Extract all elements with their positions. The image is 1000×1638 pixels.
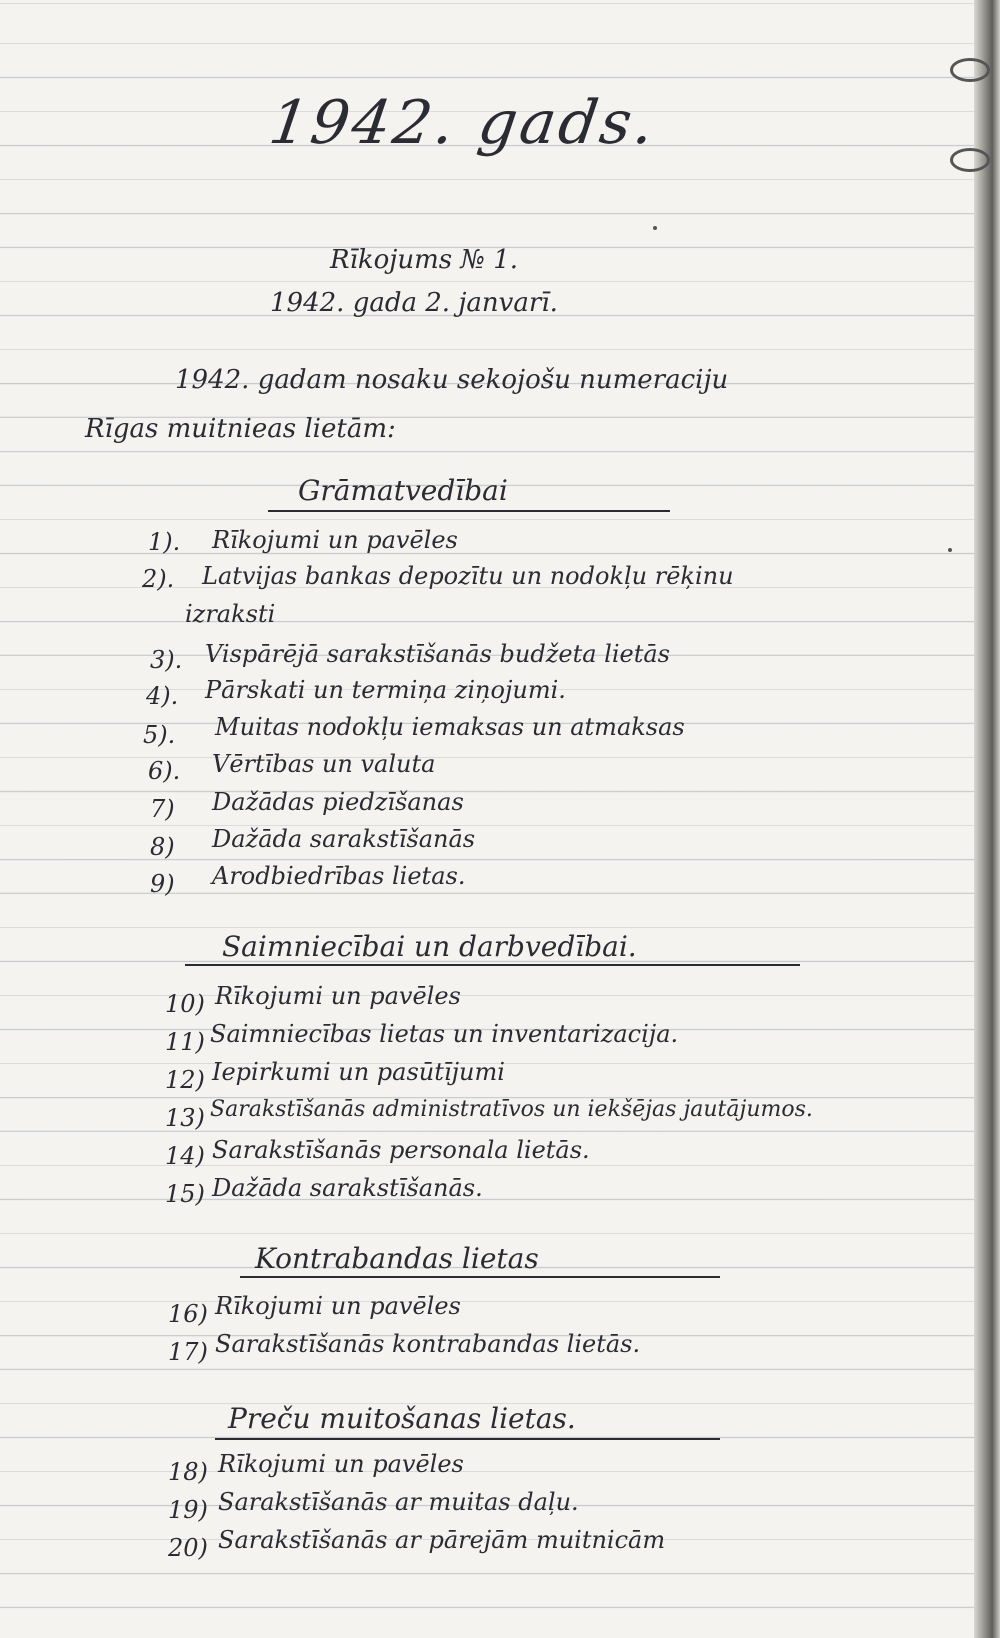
list-item: Sarakstīšanās ar pārejām muitnicām — [218, 1526, 666, 1554]
ink-dot — [948, 548, 952, 552]
order-date: 1942. gada 2. janvarī. — [270, 288, 558, 318]
heading-underline — [240, 1276, 720, 1278]
item-number: 13) — [165, 1104, 205, 1132]
item-number: 10) — [165, 990, 205, 1018]
list-item: Dažādas piedzīšanas — [212, 788, 464, 816]
list-item: Vispārējā sarakstīšanās budžeta lietās — [205, 640, 670, 668]
section-heading: Saimniecībai un darbvedībai. — [222, 930, 637, 963]
list-item: Latvijas bankas depozītu un nodokļu rēķinu — [202, 562, 734, 590]
order-number: Rīkojums № 1. — [330, 245, 519, 275]
list-item: Pārskati un termiņa ziņojumi. — [205, 676, 566, 704]
binding-ring — [950, 58, 990, 82]
list-item: Muitas nodokļu iemaksas un atmaksas — [215, 713, 685, 741]
item-number: 20) — [168, 1534, 208, 1562]
list-item: Sarakstīšanās ar muitas daļu. — [218, 1488, 579, 1516]
intro-line-2: Rīgas muitnieas lietām: — [85, 414, 396, 444]
item-number: 16) — [168, 1300, 208, 1328]
binding-ring — [950, 148, 990, 172]
item-number: 12) — [165, 1066, 205, 1094]
heading-underline — [185, 964, 800, 966]
item-number: 19) — [168, 1496, 208, 1524]
list-item: Sarakstīšanās administratīvos un iekšējas jautājumos. — [210, 1097, 813, 1122]
item-number: 7) — [150, 795, 175, 823]
item-number: 11) — [165, 1028, 205, 1056]
section-heading: Grāmatvedībai — [298, 474, 508, 507]
list-item: Vērtības un valuta — [212, 750, 436, 778]
list-item: Rīkojumi un pavēles — [212, 526, 458, 554]
list-item-continuation: izraksti — [185, 600, 276, 628]
item-number: 4). — [146, 682, 179, 710]
list-item: Iepirkumi un pasūtījumi — [212, 1058, 505, 1086]
page-title: 1942. gads. — [265, 88, 662, 158]
item-number: 1). — [148, 528, 181, 556]
list-item: Sarakstīšanās kontrabandas lietās. — [215, 1330, 641, 1358]
item-number: 3). — [150, 646, 183, 674]
list-item: Saimniecības lietas un inventarizacija. — [210, 1020, 679, 1048]
item-number: 17) — [168, 1338, 208, 1366]
list-item: Arodbiedrības lietas. — [212, 862, 466, 890]
section-heading: Preču muitošanas lietas. — [228, 1402, 576, 1435]
item-number: 2). — [142, 565, 175, 593]
intro-line-1: 1942. gadam nosaku sekojošu numeraciju — [175, 365, 729, 395]
notebook-binding — [974, 0, 1000, 1638]
item-number: 14) — [165, 1142, 205, 1170]
list-item: Rīkojumi un pavēles — [215, 982, 461, 1010]
heading-underline — [215, 1438, 720, 1440]
list-item: Rīkojumi un pavēles — [218, 1450, 464, 1478]
ink-dot — [653, 226, 657, 230]
item-number: 6). — [148, 757, 181, 785]
list-item: Sarakstīšanās personala lietās. — [212, 1136, 590, 1164]
heading-underline — [268, 510, 670, 512]
item-number: 9) — [150, 870, 175, 898]
item-number: 8) — [150, 833, 175, 861]
list-item: Dažāda sarakstīšanās — [212, 825, 476, 853]
item-number: 18) — [168, 1458, 208, 1486]
list-item: Dažāda sarakstīšanās. — [212, 1174, 483, 1202]
list-item: Rīkojumi un pavēles — [215, 1292, 461, 1320]
item-number: 5). — [143, 721, 176, 749]
section-heading: Kontrabandas lietas — [255, 1242, 539, 1275]
item-number: 15) — [165, 1180, 205, 1208]
